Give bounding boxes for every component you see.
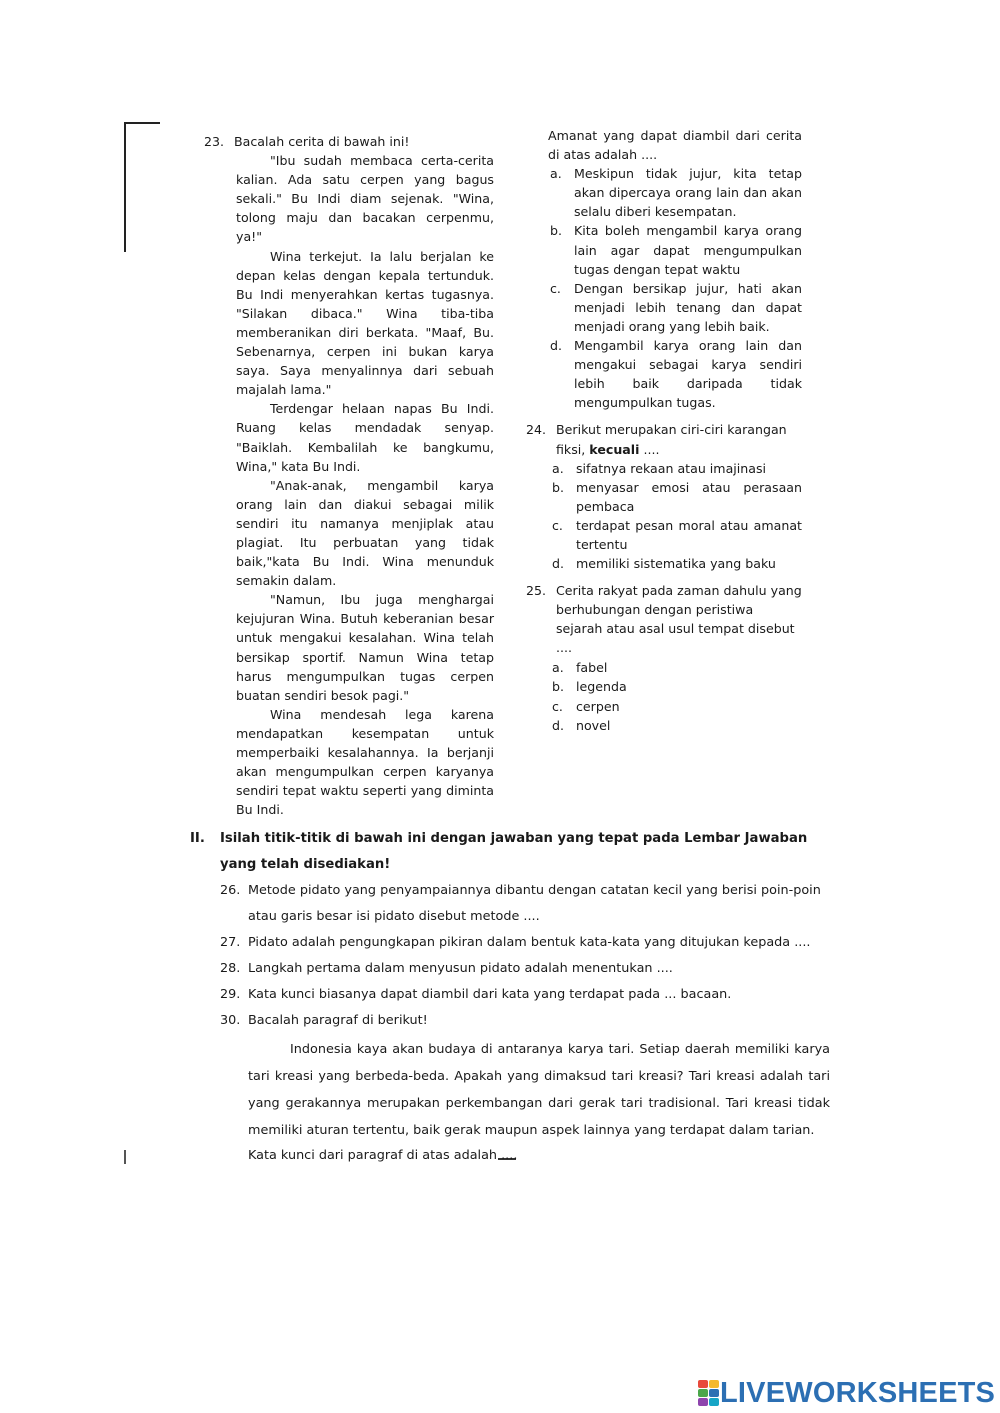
story-paragraph: Wina mendesah lega karena mendapatkan kesempatan untuk memperbaiki kesalahannya. Ia berjanji akan mengumpulkan cerpen karyanya sendiri tepat waktu seperti yang diminta Bu Indi. <box>236 706 494 818</box>
question-number: 25. <box>526 583 547 599</box>
question-23-story-column <box>204 132 494 819</box>
item-number: 28. <box>220 961 241 976</box>
logo-block <box>709 1380 719 1388</box>
option-c[interactable] <box>526 516 802 554</box>
option-d[interactable] <box>526 716 802 735</box>
option-d[interactable] <box>526 336 802 412</box>
option-letter: c. <box>552 517 563 533</box>
fill-item-27[interactable] <box>220 930 830 956</box>
option-text: legenda <box>576 679 627 695</box>
option-letter: d. <box>552 718 564 734</box>
item-text: Kata kunci biasanya dapat diambil dari kata yang terdapat pada ... bacaan. <box>248 987 732 1002</box>
question-23-heading <box>204 132 494 151</box>
section-number: II. <box>190 831 205 846</box>
brand-name: LIVEWORKSHEETS <box>720 1377 996 1409</box>
right-column <box>526 126 802 743</box>
question-number: 23. <box>204 134 225 149</box>
question-text: Berikut merupakan ciri-ciri karangan fiksi, <box>556 422 787 457</box>
item-number: 26. <box>220 883 241 898</box>
question-25 <box>526 581 802 735</box>
logo-block <box>698 1389 708 1397</box>
option-b[interactable] <box>526 677 802 696</box>
option-c[interactable] <box>526 279 802 336</box>
fill-item-29[interactable] <box>220 982 830 1008</box>
item-number: 29. <box>220 987 241 1002</box>
item-number: 27. <box>220 935 241 950</box>
option-b[interactable] <box>526 478 802 516</box>
option-letter: b. <box>550 223 562 239</box>
option-letter: b. <box>552 679 564 695</box>
option-text: terdapat pesan moral atau amanat tertentu <box>576 517 802 552</box>
option-d[interactable] <box>526 554 802 573</box>
fill-item-28[interactable] <box>220 956 830 982</box>
paragraph-question: Kata kunci dari paragraf di atas adalah .... <box>248 1148 518 1163</box>
scan-border-mark <box>124 122 160 124</box>
option-letter: a. <box>552 659 564 675</box>
item-text: Langkah pertama dalam menyusun pidato adalah menentukan .... <box>248 961 673 976</box>
question-24-heading <box>526 420 802 458</box>
option-text: menyasar emosi atau perasaan pembaca <box>576 479 802 514</box>
scan-border-mark <box>124 122 126 252</box>
logo-block <box>698 1398 708 1406</box>
section-instruction: Isilah titik-titik di bawah ini dengan jawaban yang tepat pada Lembar Jawaban yang telah disediakan! <box>220 831 808 872</box>
story-text <box>204 151 494 819</box>
option-text: sifatnya rekaan atau imajinasi <box>576 460 767 476</box>
option-letter: b. <box>552 479 564 495</box>
option-letter: c. <box>550 280 561 296</box>
option-a[interactable] <box>526 658 802 677</box>
option-c[interactable] <box>526 697 802 716</box>
option-text: Meskipun tidak jujur, kita tetap akan dipercaya orang lain dan akan selalu diberi kesempatan. <box>574 166 802 220</box>
section-title <box>190 826 830 878</box>
story-paragraph: Wina terkejut. Ia lalu berjalan ke depan kelas dengan kepala tertunduk. Bu Indi menyerahkan kertas tugasnya. "Silakan dibaca." Wina tiba-tiba memberanikan diri berkata. "Maaf, Bu. Sebenarnya, cerpen ini bukan karya saya. Saya menyalinnya dari sebuah majalah lama." <box>236 248 494 398</box>
option-a[interactable] <box>526 164 802 221</box>
option-letter: a. <box>550 166 562 182</box>
question-text: Cerita rakyat pada zaman dahulu yang berhubungan dengan peristiwa sejarah atau asal usul tempat disebut .... <box>556 583 802 656</box>
question-text: Amanat yang dapat diambil dari cerita di atas adalah .... <box>548 128 802 163</box>
question-25-heading <box>526 581 802 657</box>
fill-item-30[interactable] <box>220 1008 830 1034</box>
option-text: memiliki sistematika yang baku <box>576 556 776 572</box>
item-text: Metode pidato yang penyampaiannya dibantu dengan catatan kecil yang berisi poin-poin atau garis besar isi pidato disebut metode .... <box>248 883 821 924</box>
option-letter: a. <box>552 460 564 476</box>
item-text: Pidato adalah pengungkapan pikiran dalam bentuk kata-kata yang ditujukan kepada .... <box>248 935 811 950</box>
question-24 <box>526 420 802 573</box>
option-text: fabel <box>576 659 608 675</box>
logo-block <box>698 1380 708 1388</box>
liveworksheets-logo <box>698 1377 995 1409</box>
fill-item-26[interactable] <box>220 878 830 930</box>
item-text: Bacalah paragraf di berikut! <box>248 1013 428 1028</box>
option-letter: d. <box>550 338 562 354</box>
section-2 <box>190 826 830 1168</box>
story-paragraph: Terdengar helaan napas Bu Indi. Ruang kelas mendadak senyap. "Baiklah. Kembalilah ke bangkumu, Wina," kata Bu Indi. <box>236 401 494 474</box>
option-text: cerpen <box>576 698 620 714</box>
story-paragraph: "Namun, Ibu juga menghargai kejujuran Wina. Butuh keberanian besar untuk mengakui kesalahan. Wina telah bersikap sportif. Namun Wina tetap harus mengumpulkan tugas cerpen buatan sendiri besok pagi." <box>236 592 494 703</box>
question-emphasis: kecuali <box>589 441 640 457</box>
logo-block <box>709 1389 719 1397</box>
scan-tick-mark <box>124 1150 126 1164</box>
story-paragraph: "Ibu sudah membaca certa-cerita kalian. Ada satu cerpen yang bagus sekali." Bu Indi diam sejenak. "Wina, tolong maju dan bacakan cerpenmu, ya!" <box>236 153 494 245</box>
logo-block <box>709 1398 719 1406</box>
paragraph-text: Indonesia kaya akan budaya di antaranya karya tari. Setiap daerah memiliki karya tari kreasi yang berbeda-beda. Apakah yang dimaksud tari kreasi? Tari kreasi adalah tari yang gerakannya merupakan perkembangan dari gerak tari tradisional. Tari kreasi tidak memiliki aturan tertentu, baik gerak maupun aspek lainnya yang terdapat dalam tarian. <box>248 1042 830 1138</box>
question-number: 24. <box>526 422 547 438</box>
option-text: novel <box>576 718 611 734</box>
question-23-options <box>526 126 802 412</box>
option-b[interactable] <box>526 221 802 278</box>
reading-paragraph <box>220 1036 830 1168</box>
fill-in-list <box>220 878 830 1168</box>
option-a[interactable] <box>526 459 802 478</box>
item-number: 30. <box>220 1013 241 1028</box>
option-text: Dengan bersikap jujur, hati akan menjadi lebih tenang dan dapat menjadi orang yang lebih baik. <box>574 280 802 334</box>
option-text: Mengambil karya orang lain dan mengakui sebagai karya sendiri lebih baik daripada tidak mengumpulkan tugas. <box>574 338 802 411</box>
option-letter: c. <box>552 698 563 714</box>
option-text: Kita boleh mengambil karya orang lain agar dapat mengumpulkan tugas dengan tepat waktu <box>574 223 802 277</box>
option-letter: d. <box>552 556 564 572</box>
story-paragraph: "Anak-anak, mengambil karya orang lain dan diakui sebagai milik sendiri itu namanya menjiplak atau plagiat. Itu perbuatan yang tidak baik,"kata Bu Indi. Wina menunduk semakin dalam. <box>236 477 494 589</box>
liveworksheets-logo-icon <box>698 1380 718 1406</box>
question-prompt: Bacalah cerita di bawah ini! <box>234 134 410 149</box>
question-text-end: .... <box>639 441 660 457</box>
